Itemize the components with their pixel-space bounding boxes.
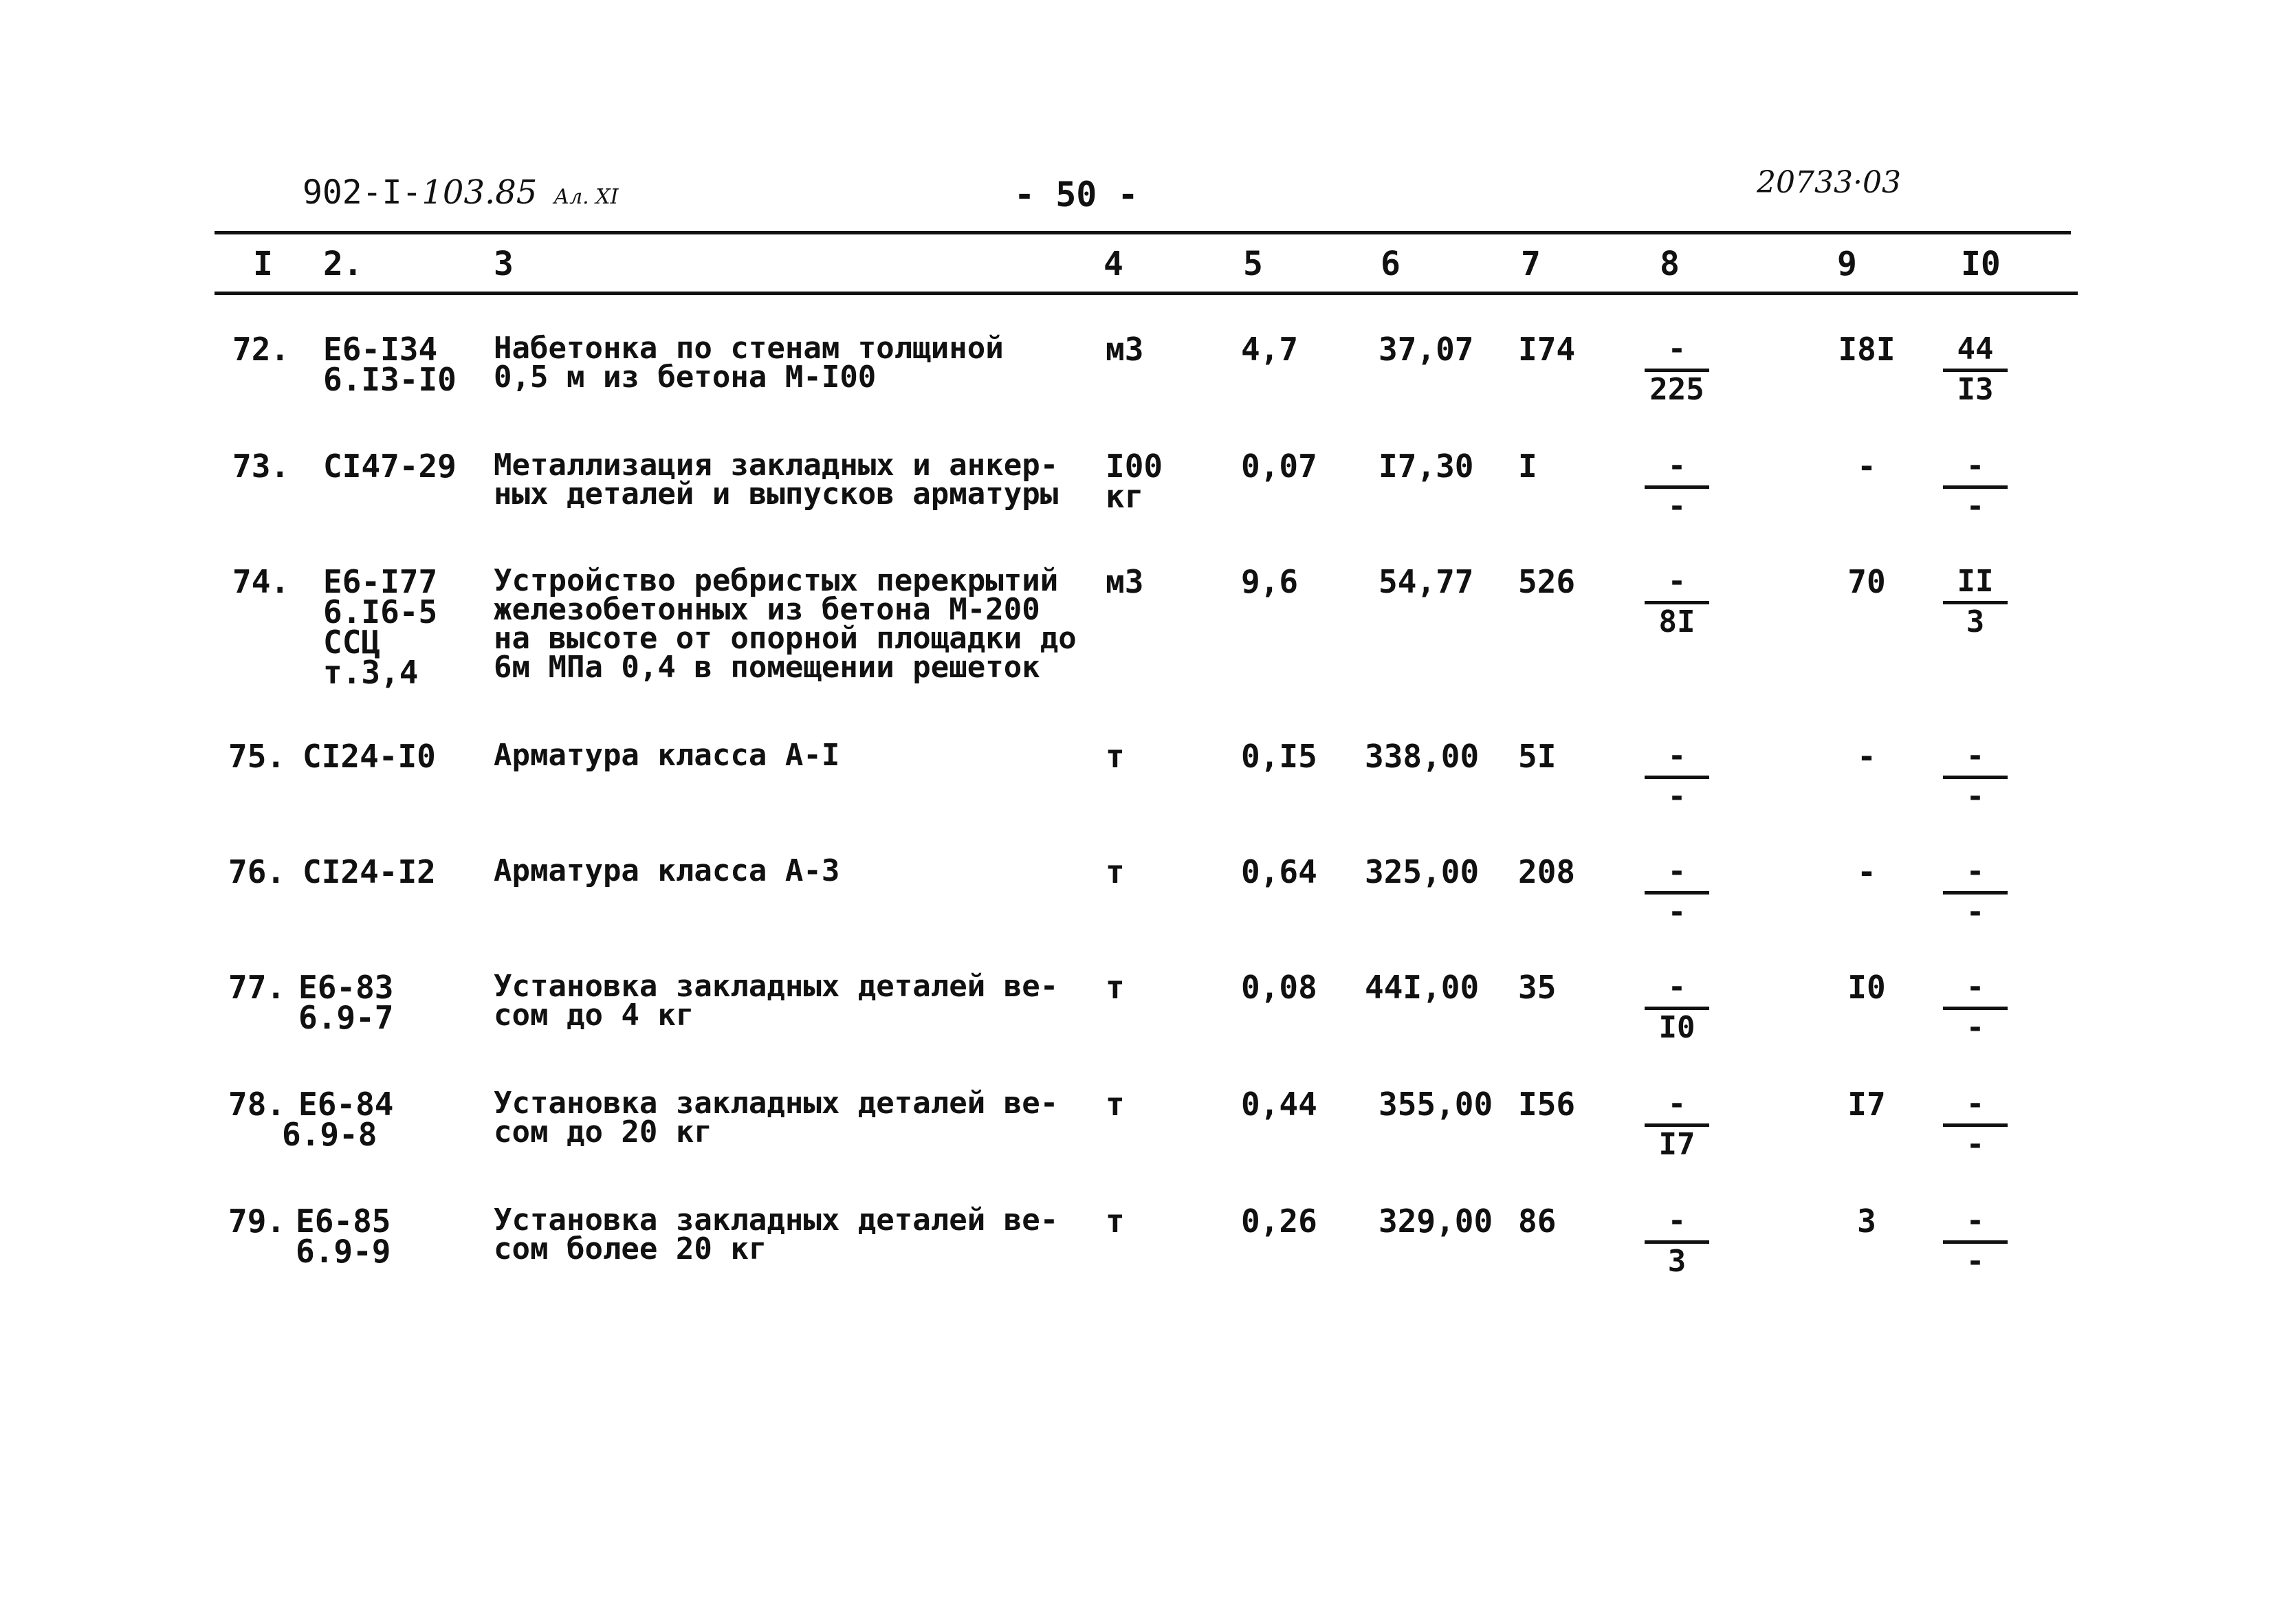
row-number: 79. — [228, 1203, 286, 1240]
document-code-handwritten: 103.85 — [421, 173, 538, 212]
column-10-fraction: - - — [1937, 1206, 2013, 1277]
unit: м3 — [1106, 563, 1144, 600]
column-header-7: 7 — [1521, 245, 1541, 283]
row-number: 72. — [232, 331, 290, 368]
norm-code: Е6-84 6.9-8 — [282, 1086, 394, 1153]
quantity: 0,64 — [1241, 853, 1317, 890]
column-header-10: I0 — [1961, 245, 2001, 283]
work-description: Устройство ребристых перекрытий железобетонных из бетона М-200 на высоте от опорной площадки до 6м МПа 0,4 в помещении решеток — [494, 563, 1077, 685]
column-9-value: I7 — [1847, 1086, 1886, 1123]
unit-price: 355,00 — [1379, 1086, 1493, 1123]
work-description: Набетонка по стенам толщиной 0,5 м из бетона М-I00 — [494, 331, 1004, 395]
total-cost: I — [1518, 448, 1537, 485]
column-8-fraction: - 3 — [1639, 1206, 1715, 1277]
column-10-fraction: - - — [1937, 451, 2013, 522]
column-10-fraction: II 3 — [1937, 567, 2013, 637]
unit-price: 37,07 — [1379, 331, 1474, 368]
unit-price: 44I,00 — [1365, 969, 1480, 1006]
quantity: 0,44 — [1241, 1086, 1317, 1123]
norm-code: CI24-I0 — [303, 738, 436, 775]
quantity: 0,08 — [1241, 969, 1317, 1006]
column-header-8: 8 — [1660, 245, 1680, 283]
row-number: 77. — [228, 969, 286, 1006]
work-description: Арматура класса А-I — [494, 738, 840, 773]
column-8-fraction: - I0 — [1639, 972, 1715, 1043]
column-9-value: 3 — [1857, 1203, 1876, 1240]
page-number: - 50 - — [1014, 175, 1139, 215]
row-number: 78. — [228, 1086, 286, 1123]
column-8-fraction: - I7 — [1639, 1089, 1715, 1160]
column-9-value: 70 — [1847, 563, 1886, 600]
table-row — [0, 1086, 2273, 1185]
unit-price: 329,00 — [1379, 1203, 1493, 1240]
table-row — [0, 853, 2273, 953]
unit: т — [1106, 853, 1125, 890]
row-number: 73. — [232, 448, 290, 485]
column-8-fraction: - 225 — [1639, 334, 1715, 405]
column-9-value: - — [1857, 448, 1876, 485]
unit: I00 кг — [1106, 448, 1163, 515]
table-row — [0, 448, 2273, 547]
column-8-fraction: - - — [1639, 857, 1715, 928]
unit: т — [1106, 1203, 1125, 1240]
column-8-fraction: - 8I — [1639, 567, 1715, 637]
norm-code: Е6-I34 6.I3-I0 — [323, 331, 457, 398]
norm-code: Е6-85 6.9-9 — [296, 1203, 391, 1270]
quantity: 0,26 — [1241, 1203, 1317, 1240]
column-9-value: I0 — [1847, 969, 1886, 1006]
table-row — [0, 331, 2273, 430]
unit-price: 325,00 — [1365, 853, 1480, 890]
work-description: Металлизация закладных и анкер- ных деталей и выпусков арматуры — [494, 448, 1059, 512]
archive-number: 20733·03 — [1757, 165, 1901, 200]
total-cost: 526 — [1518, 563, 1576, 600]
unit: м3 — [1106, 331, 1144, 368]
column-10-fraction: - - — [1937, 741, 2013, 812]
column-10-fraction: - - — [1937, 972, 2013, 1043]
column-header-9: 9 — [1837, 245, 1857, 283]
table-row — [0, 969, 2273, 1068]
column-header-2: 2. — [323, 245, 363, 283]
table-row — [0, 1203, 2273, 1302]
total-cost: 5I — [1518, 738, 1557, 775]
work-description: Установка закладных деталей ве- сом до 4 кг — [494, 969, 1059, 1033]
quantity: 4,7 — [1241, 331, 1299, 368]
unit-price: I7,30 — [1379, 448, 1474, 485]
table-row — [0, 738, 2273, 837]
total-cost: I74 — [1518, 331, 1576, 368]
total-cost: I56 — [1518, 1086, 1576, 1123]
column-9-value: - — [1857, 738, 1876, 775]
column-header-6: 6 — [1381, 245, 1401, 283]
unit-price: 338,00 — [1365, 738, 1480, 775]
work-description: Установка закладных деталей ве- сом до 20 кг — [494, 1086, 1059, 1150]
total-cost: 208 — [1518, 853, 1576, 890]
row-number: 74. — [232, 563, 290, 600]
total-cost: 35 — [1518, 969, 1557, 1006]
column-9-value: I8I — [1838, 331, 1896, 368]
unit-price: 54,77 — [1379, 563, 1474, 600]
norm-code: Е6-83 6.9-7 — [298, 969, 394, 1036]
column-header-4: 4 — [1103, 245, 1123, 283]
document-code-printed: 902-I- — [303, 173, 422, 212]
unit: т — [1106, 738, 1125, 775]
table-row — [0, 563, 2273, 691]
column-10-fraction: - - — [1937, 857, 2013, 928]
quantity: 9,6 — [1241, 563, 1299, 600]
unit: т — [1106, 969, 1125, 1006]
column-10-fraction: - - — [1937, 1089, 2013, 1160]
norm-code: Е6-I77 6.I6-5 ССЦ т.3,4 — [323, 563, 438, 691]
sheet-mark: Ал. XI — [553, 185, 619, 209]
work-description: Арматура класса А-3 — [494, 853, 840, 888]
column-10-fraction: 44 I3 — [1937, 334, 2013, 405]
norm-code: CI47-29 — [323, 448, 457, 485]
unit: т — [1106, 1086, 1125, 1123]
column-8-fraction: - - — [1639, 741, 1715, 812]
row-number: 75. — [228, 738, 286, 775]
top-rule — [215, 231, 2071, 234]
total-cost: 86 — [1518, 1203, 1557, 1240]
column-8-fraction: - - — [1639, 451, 1715, 522]
row-number: 76. — [228, 853, 286, 890]
quantity: 0,07 — [1241, 448, 1317, 485]
work-description: Установка закладных деталей ве- сом более 20 кг — [494, 1203, 1059, 1266]
column-9-value: - — [1857, 853, 1876, 890]
document-code — [303, 173, 618, 212]
column-header-3: 3 — [494, 245, 514, 283]
quantity: 0,I5 — [1241, 738, 1317, 775]
norm-code: CI24-I2 — [303, 853, 436, 890]
column-header-rule — [215, 292, 2078, 295]
column-header-5: 5 — [1243, 245, 1263, 283]
column-header-1: I — [253, 245, 273, 283]
